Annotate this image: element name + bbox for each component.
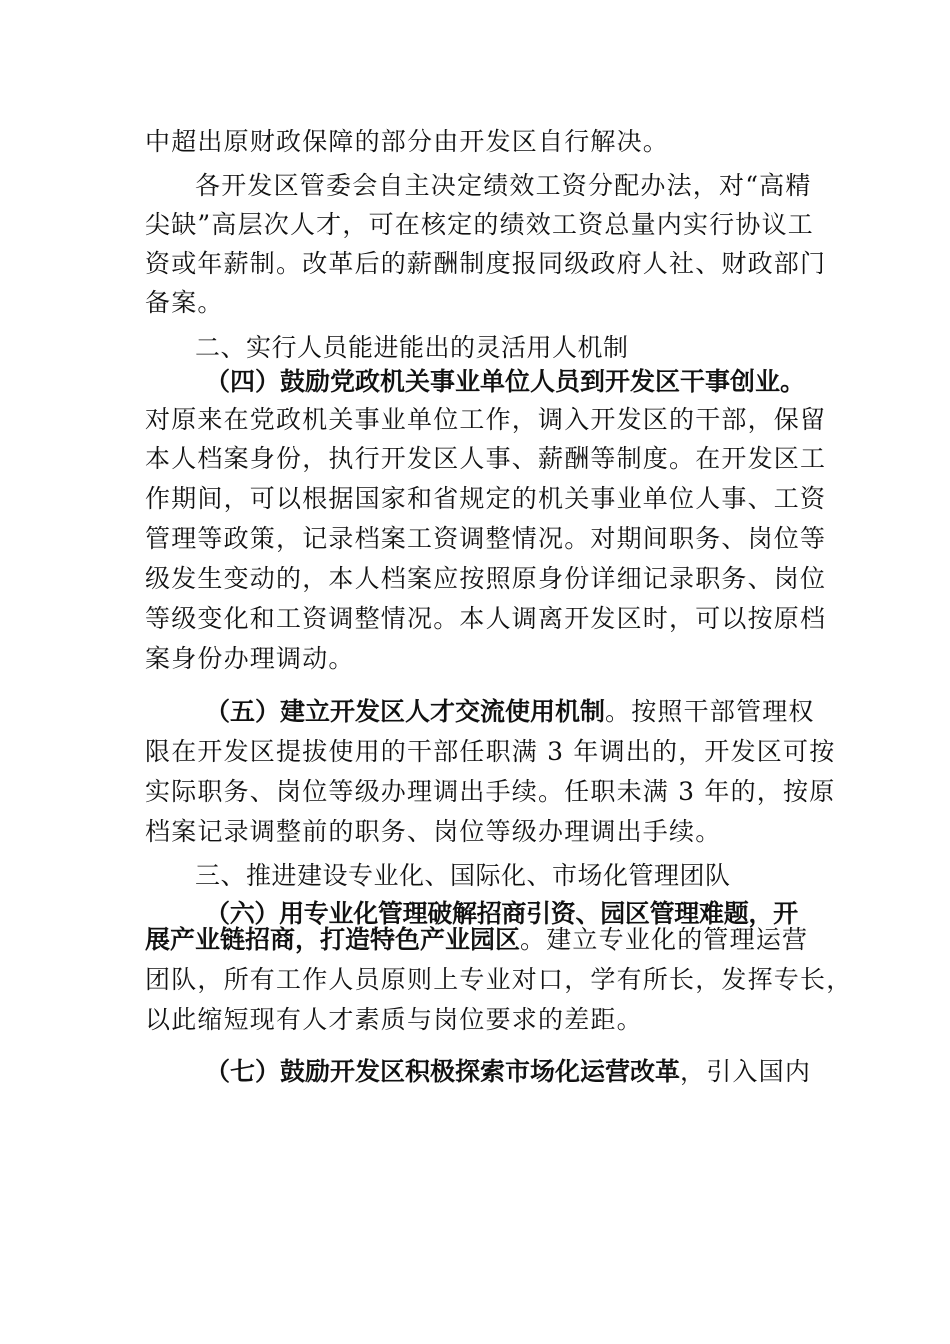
item-4-line: 案身份办理调动。 bbox=[145, 644, 355, 673]
item-4-line: 管理等政策，记录档案工资调整情况。对期间职务、岗位等 bbox=[145, 524, 827, 553]
item-7-title-tail: ，引入国内 bbox=[680, 1057, 812, 1086]
item-5-line: 档案记录调整前的职务、岗位等级办理调出手续。 bbox=[145, 817, 722, 846]
item-6-title-continued: 展产业链招商，打造特色产业园区 bbox=[145, 925, 521, 954]
item-6-title: （六）用专业化管理破解招商引资、园区管理难题，开 bbox=[205, 899, 798, 928]
performance-paragraph-line: 尖缺”高层次人才，可在核定的绩效工资总量内实行协议工 bbox=[145, 210, 814, 239]
item-5-line: 实际职务、岗位等级办理调出手续。任职未满 3 年的，按原 bbox=[145, 777, 836, 806]
item-4-line: 作期间，可以根据国家和省规定的机关事业单位人事、工资 bbox=[145, 484, 827, 513]
performance-paragraph-line: 各开发区管委会自主决定绩效工资分配办法，对“高精 bbox=[195, 171, 812, 200]
item-6-line: 团队，所有工作人员原则上专业对口，学有所长，发挥专长， bbox=[145, 965, 853, 994]
item-6-title-tail: 。建立专业化的管理运营 bbox=[520, 925, 809, 954]
item-7-title: （七）鼓励开发区积极探索市场化运营改革 bbox=[205, 1057, 681, 1086]
item-7-title-line bbox=[205, 1052, 875, 1092]
performance-paragraph-line: 资或年薪制。改革后的薪酬制度报同级政府人社、财政部门 bbox=[145, 249, 827, 278]
section-heading-2: 二、实行人员能进能出的灵活用人机制 bbox=[195, 333, 629, 362]
item-5-title-tail: 。按照干部管理权 bbox=[605, 697, 815, 726]
performance-paragraph-line: 备案。 bbox=[145, 288, 224, 317]
item-4-line: 级发生变动的，本人档案应按照原身份详细记录职务、岗位 bbox=[145, 564, 827, 593]
item-4-line: 对原来在党政机关事业单位工作，调入开发区的干部，保留 bbox=[145, 405, 827, 434]
item-4-line: 本人档案身份，执行开发区人事、薪酬等制度。在开发区工 bbox=[145, 444, 827, 473]
intro-paragraph-line: 中超出原财政保障的部分由开发区自行解决。 bbox=[145, 127, 670, 156]
item-6-title-line bbox=[145, 920, 815, 960]
item-5-line: 限在开发区提拔使用的干部任职满 3 年调出的，开发区可按 bbox=[145, 737, 836, 766]
item-4-title: （四）鼓励党政机关事业单位人员到开发区干事创业。 bbox=[205, 367, 806, 396]
section-heading-3: 三、推进建设专业化、国际化、市场化管理团队 bbox=[195, 861, 731, 890]
item-5-title: （五）建立开发区人才交流使用机制 bbox=[205, 697, 606, 726]
item-5-title-line bbox=[205, 692, 875, 732]
item-6-line: 以此缩短现有人才素质与岗位要求的差距。 bbox=[145, 1005, 643, 1034]
item-4-line: 等级变化和工资调整情况。本人调离开发区时，可以按原档 bbox=[145, 604, 827, 633]
